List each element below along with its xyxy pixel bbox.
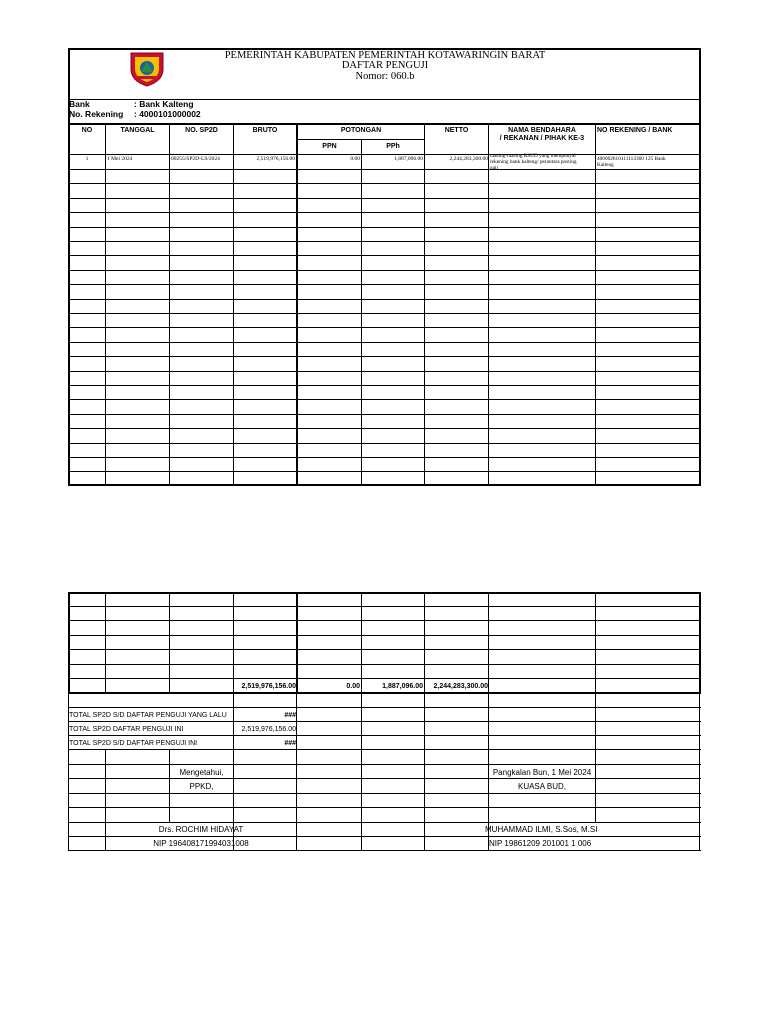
row-tanggal: 1 Mei 2024 [107,156,133,162]
grid-line [68,212,701,213]
right-sign-name: MUHAMMAD ILMI, S.Sos, M.SI [485,825,598,834]
grid-line [68,664,701,665]
grid-line [68,414,701,415]
col-no: NO [81,127,93,134]
col-potongan: POTONGAN [340,127,382,134]
grid-line [68,850,701,851]
grid-line [68,471,701,472]
right-place-date: Pangkalan Bun, 1 Mei 2024 [492,768,592,777]
left-sign-title: Mengetahui, [179,768,224,777]
row-bruto: 2,519,976,156.00 [256,156,295,162]
grid-line [68,183,701,184]
grid-line [68,778,701,779]
row-netto: 2,244,283,300.00 [449,156,488,162]
grid-line [68,371,701,372]
grid-line [361,692,362,851]
col-rekening: NO REKENING / BANK [597,127,673,134]
grid-line [68,620,701,621]
grid-line [68,606,701,607]
grid-line [68,428,701,429]
right-sign-nip: NIP 19861209 201001 1 006 [489,839,592,848]
grid-line [68,241,701,242]
grid-line [68,735,701,736]
grid-line [68,342,701,343]
rekening-label: No. Rekening [69,109,124,119]
grid-line [68,385,701,386]
grid-line [424,592,425,693]
row-no: 1 [85,156,89,162]
grid-line [68,356,701,357]
grid-line [68,169,701,170]
col-sp2d: NO. SP2D [185,127,218,134]
header-line-1: PEMERINTAH KABUPATEN PEMERINTAH KOTAWARINGIN BARAT [224,50,546,61]
col-bruto: BRUTO [252,127,278,134]
grid-line [169,592,170,693]
row-bendahara-2: rekening bank kalteng/ perantara posting [490,159,577,165]
grid-line [595,592,596,693]
grid-line [68,198,701,199]
grid-line [68,764,701,765]
col-netto: NETTO [444,127,469,134]
grid-line [68,255,701,256]
summary-ini-label: TOTAL SP2D DAFTAR PENGUJI INI [69,726,184,733]
summary-sd-value: ### [284,740,296,747]
grid-line [68,284,701,285]
grid-line [68,836,701,837]
header-line-3: Nomor: 060.b [355,71,415,82]
col-bendahara-1: NAMA BENDAHARA [508,127,576,134]
grid-line [233,592,234,693]
right-sign-role: KUASA BUD, [517,782,566,791]
row-rekening-1: 4000026101111133​60 125 Bank [597,156,666,162]
grid-line [68,635,701,636]
grid-line [68,649,701,650]
grid-line [361,592,362,693]
summary-ini-value: 2,519,976,156.00 [241,726,296,733]
left-sign-role: PPKD, [189,782,214,791]
grid-line [68,707,701,708]
grid-line [699,692,700,851]
grid-line [595,692,596,822]
grid-line [296,592,298,693]
grid-line [68,327,701,328]
grid-line [68,457,701,458]
row-sp2d: 00255/SP2D-LS/2024 [171,156,220,162]
row-ppn: 0.00 [350,156,360,162]
header-line-2: DAFTAR PENGUJI [341,60,429,71]
left-sign-name: Drs. ROCHIM HIDAYAT [158,825,244,834]
summary-sd-label: TOTAL SP2D S/D DAFTAR PENGUJI INI [69,740,198,747]
col-tanggal: TANGGAL [120,127,155,134]
summary-lalu-value: ### [284,712,296,719]
total-netto: 2,244,283,300.00 [433,683,488,690]
grid-line [68,299,701,300]
grid-line [488,592,489,693]
grid-line [68,793,701,794]
row-pph: 1,887,096.00 [394,156,423,162]
grid-line [68,721,701,722]
logo-emblem-icon [127,51,167,87]
total-pph: 1,887,096.00 [382,683,423,690]
grid-line [68,749,701,750]
col-pph: PPh [386,143,400,150]
grid-line [105,592,106,693]
col-ppn: PPN [322,143,337,150]
bank-label: Bank [69,99,90,109]
row-rekening-2: Kalteng [597,162,614,168]
grid-line [296,692,297,851]
grid-line [68,313,701,314]
total-ppn: 0.00 [346,683,360,690]
rekening-value: : 4000101000002 [134,109,201,119]
row-bendahara-1: masing-masing RSUD yang mempunyai [490,153,576,159]
grid-line [424,692,425,851]
grid-line [105,749,106,851]
row-bendahara-3: gaji [490,165,498,171]
grid-line [68,227,701,228]
grid-line [68,807,701,808]
bank-value: : Bank Kalteng [134,99,194,109]
grid-line [68,399,701,400]
grid-line [68,678,701,679]
grid-line [68,443,701,444]
left-sign-nip: NIP 196408171994031008 [153,839,249,848]
grid-line [68,822,701,823]
grid-line [68,270,701,271]
col-bendahara-2: / REKANAN / PIHAK KE-3 [499,135,585,142]
total-bruto: 2,519,976,156.00 [241,683,296,690]
summary-lalu-label: TOTAL SP2D S/D DAFTAR PENGUJI YANG LALU [69,712,227,719]
